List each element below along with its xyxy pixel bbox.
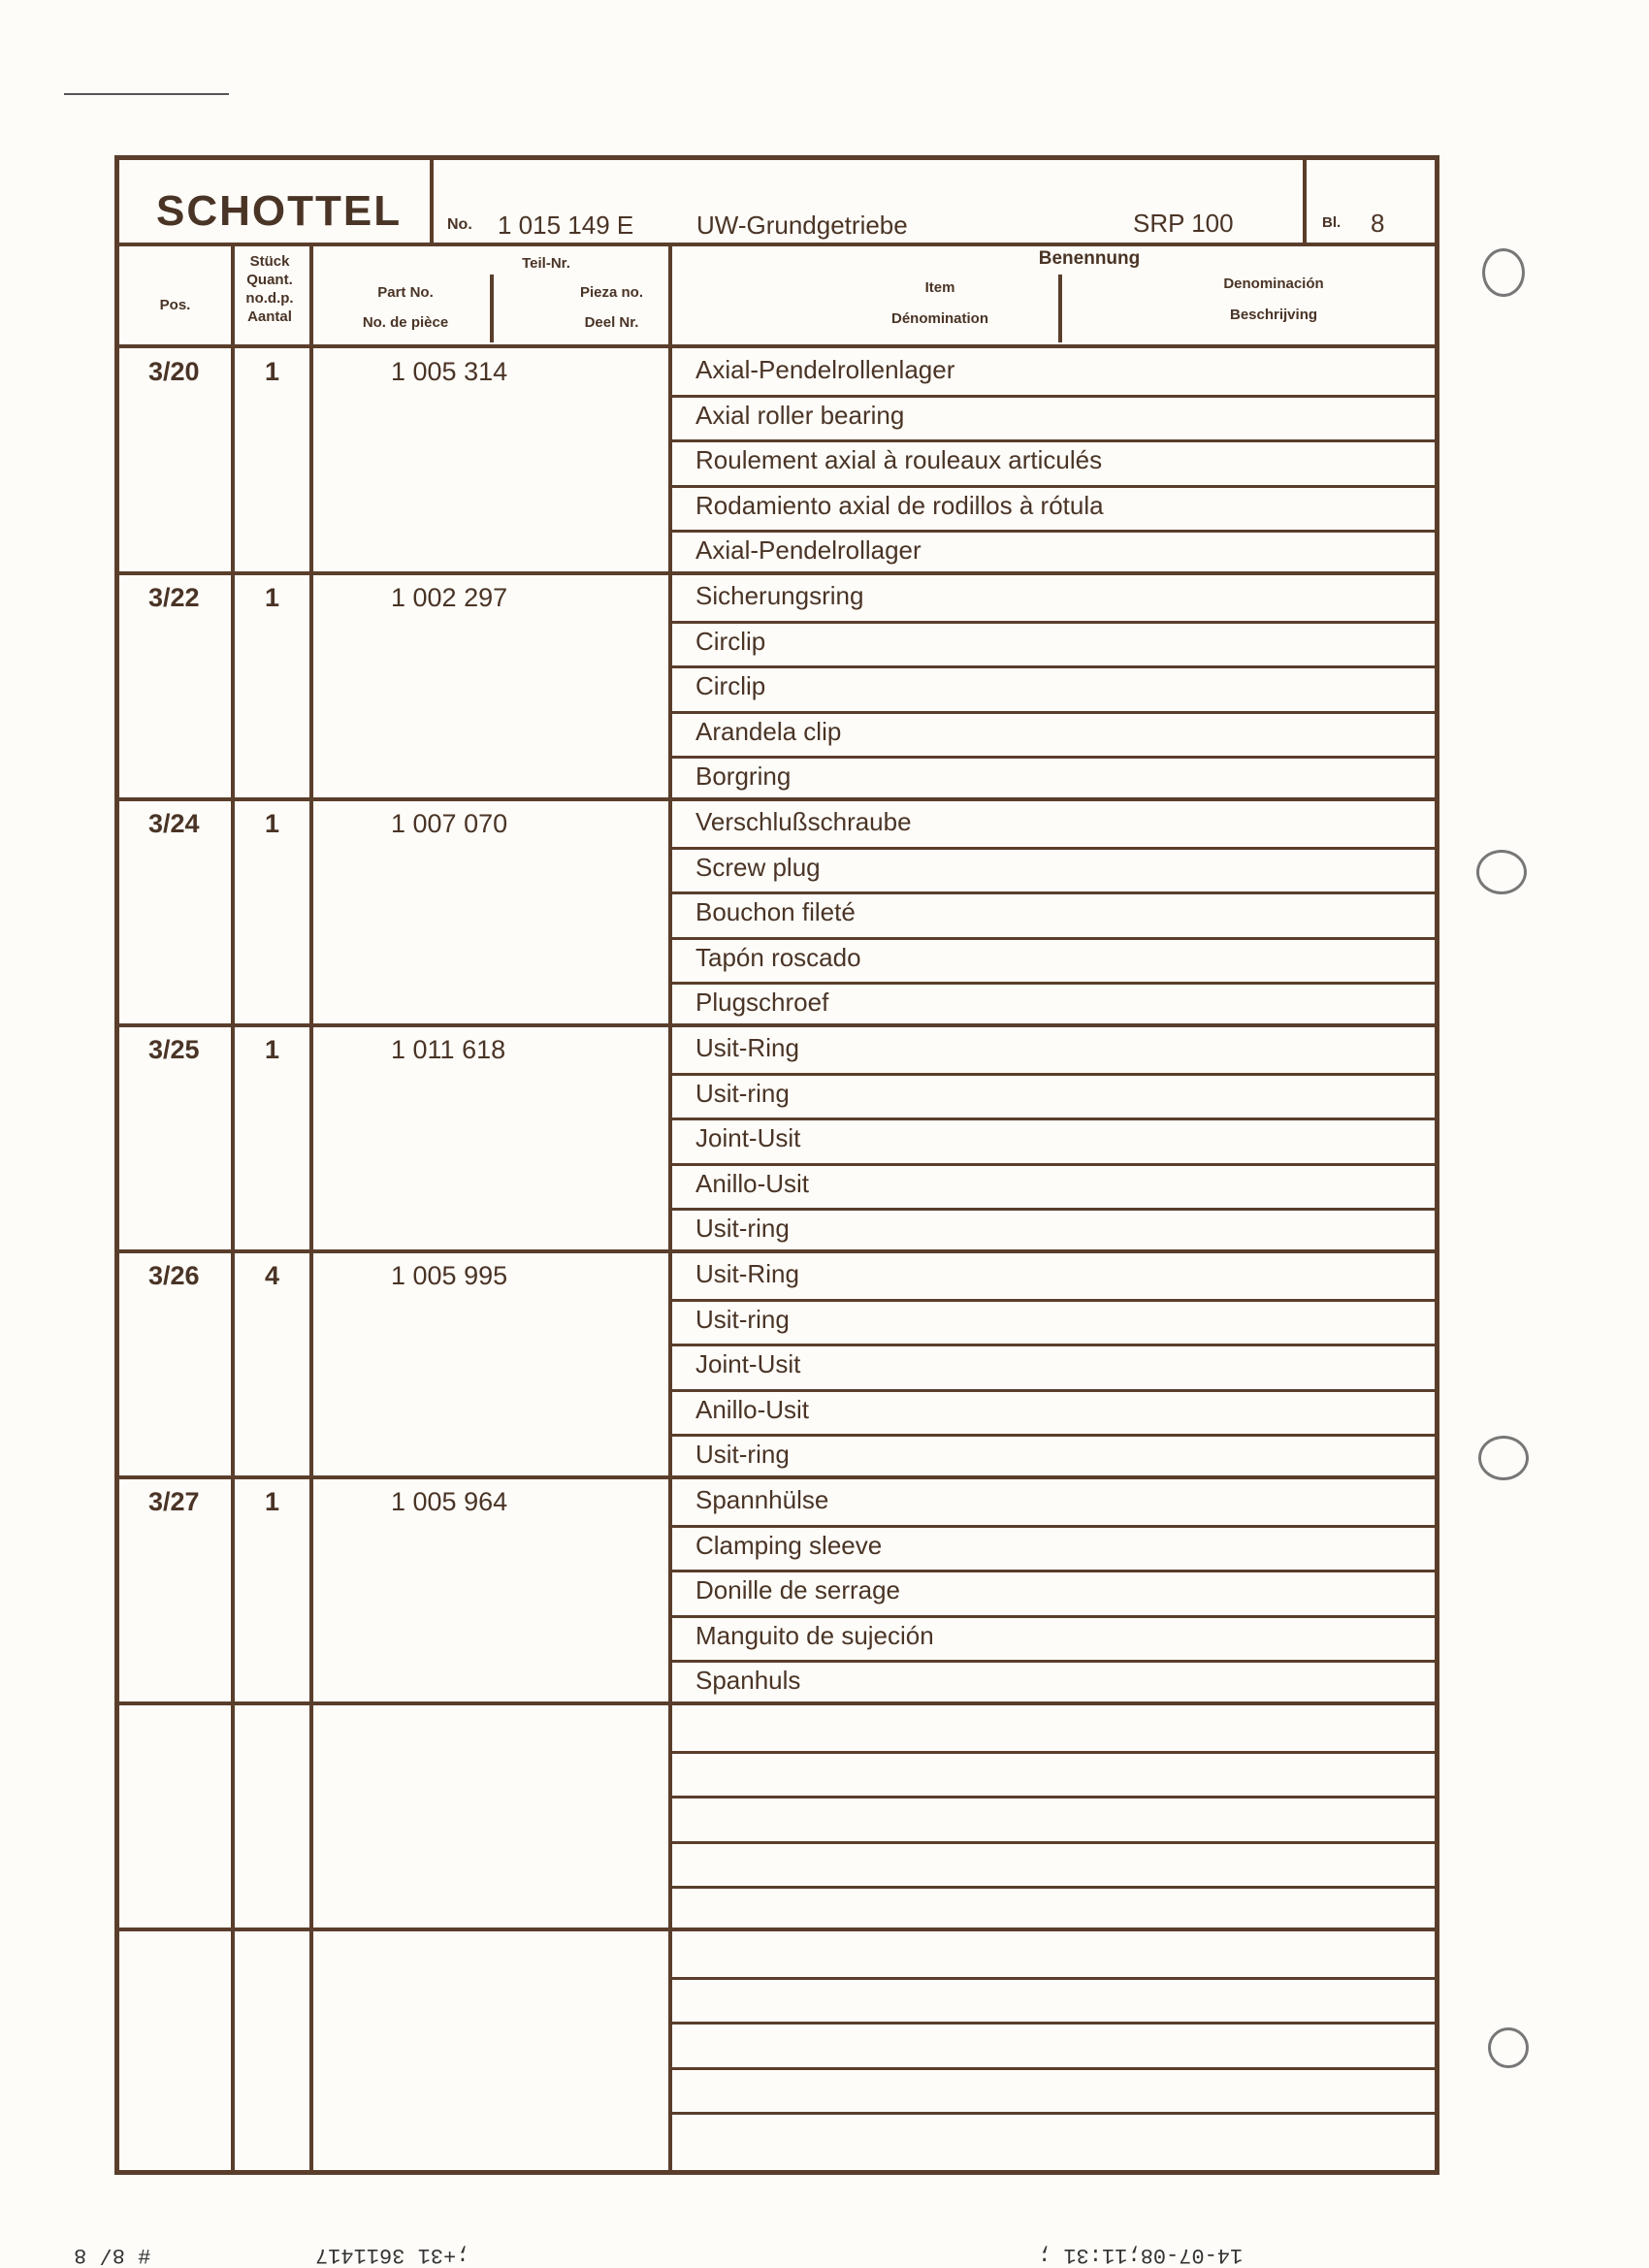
row-rule	[119, 1249, 1437, 1253]
row-description-line: Arandela clip	[695, 716, 842, 746]
fax-page: # 8/ 8	[74, 2243, 151, 2267]
desc-rule	[672, 937, 1437, 940]
row-description-line: Spanhuls	[695, 1666, 801, 1696]
desc-rule	[672, 1796, 1437, 1798]
desc-rule	[672, 1389, 1437, 1392]
punch-hole	[1478, 1436, 1529, 1480]
row-qty: 4	[265, 1261, 280, 1290]
row-pos: 3/25	[148, 1035, 200, 1064]
col-qty-nl: Aantal	[247, 308, 292, 325]
desc-rule	[672, 1977, 1437, 1980]
row-description-line: Verschlußschraube	[695, 807, 912, 836]
desc-rule	[672, 1163, 1437, 1166]
row-description-line: Bouchon fileté	[695, 897, 856, 927]
desc-rule	[672, 2022, 1437, 2025]
row-description-line: Anillo-Usit	[695, 1168, 810, 1198]
divider	[1303, 160, 1307, 243]
row-qty: 1	[265, 1487, 280, 1516]
row-part-number: 1 005 964	[391, 1487, 508, 1516]
col-no-piece: No. de pièce	[362, 314, 449, 331]
desc-rule	[672, 621, 1437, 624]
desc-rule	[672, 1841, 1437, 1844]
desc-rule	[672, 1570, 1437, 1572]
row-description-line: Manguito de sujeción	[695, 1620, 934, 1650]
col-denominacion: Denominación	[1223, 275, 1324, 292]
col-benennung: Benennung	[1038, 248, 1141, 269]
desc-rule	[672, 1344, 1437, 1346]
punch-hole	[1488, 2027, 1529, 2068]
header-rule	[119, 243, 1437, 246]
row-description-line: Anillo-Usit	[695, 1394, 810, 1424]
desc-rule	[672, 2067, 1437, 2070]
row-description-line: Joint-Usit	[695, 1349, 801, 1379]
row-pos: 3/24	[148, 809, 200, 838]
desc-rule	[672, 439, 1437, 442]
row-description-line: Usit-ring	[695, 1078, 790, 1108]
col-pieza: Pieza no.	[579, 284, 644, 301]
desc-rule	[672, 485, 1437, 488]
col-part-no: Part No.	[377, 284, 434, 301]
desc-rule	[672, 982, 1437, 985]
row-description-line: Usit-ring	[695, 1304, 790, 1334]
row-qty: 1	[265, 357, 280, 386]
scan-mark	[64, 93, 229, 95]
row-rule	[119, 1475, 1437, 1479]
row-description-line: Plugschroef	[695, 988, 829, 1018]
row-description-line: Circlip	[695, 626, 766, 656]
desc-rule	[672, 1615, 1437, 1618]
doc-number: 1 015 149 E	[498, 211, 634, 240]
desc-rule	[672, 1073, 1437, 1076]
row-description-line: Spannhülse	[695, 1485, 829, 1514]
divider	[1058, 275, 1062, 342]
row-part-number: 1 002 297	[391, 583, 508, 612]
row-description-line: Usit-ring	[695, 1214, 790, 1244]
row-description-line: Rodamiento axial de rodillos à rótula	[695, 490, 1104, 520]
col-beschrijving: Beschrijving	[1229, 307, 1318, 323]
header-bottom-rule	[119, 344, 1437, 348]
desc-rule	[672, 1660, 1437, 1663]
row-part-number: 1 011 618	[391, 1035, 506, 1064]
row-rule	[119, 1928, 1437, 1931]
row-description-line: Borgring	[695, 761, 792, 792]
sheet-label: Bl.	[1322, 214, 1342, 231]
desc-rule	[672, 847, 1437, 850]
row-description-line: Axial-Pendelrollager	[695, 535, 922, 566]
row-description-line: Circlip	[695, 671, 766, 701]
col-qty-en: Quant.	[246, 272, 293, 288]
desc-rule	[672, 1886, 1437, 1889]
divider	[490, 275, 494, 342]
fax-number: ;+31 3611417	[315, 2243, 469, 2267]
desc-rule	[672, 711, 1437, 714]
col-qty	[231, 252, 308, 326]
col-qty-de: Stück	[249, 253, 290, 270]
parts-list-form	[114, 155, 1439, 2175]
col-denomination: Dénomination	[891, 310, 988, 327]
row-description-line: Donille de serrage	[695, 1575, 901, 1605]
punch-hole	[1476, 850, 1527, 894]
row-qty: 1	[265, 1035, 280, 1064]
desc-rule	[672, 1299, 1437, 1302]
divider	[430, 160, 434, 243]
desc-rule	[672, 1434, 1437, 1437]
row-pos: 3/22	[148, 583, 200, 612]
desc-rule	[672, 1751, 1437, 1754]
col-teil: Teil-Nr.	[522, 255, 570, 272]
col-rule-pos	[231, 243, 235, 2175]
col-deel: Deel Nr.	[584, 314, 639, 331]
row-rule	[119, 1023, 1437, 1027]
row-qty: 1	[265, 809, 280, 838]
desc-rule	[672, 756, 1437, 759]
row-description-line: Joint-Usit	[695, 1123, 801, 1153]
row-description-line: Tapón roscado	[695, 942, 861, 972]
row-description-line: Roulement axial à rouleaux articulés	[695, 445, 1103, 475]
desc-rule	[672, 395, 1437, 398]
row-description-line: Axial-Pendelrollenlager	[695, 355, 955, 384]
desc-rule	[672, 665, 1437, 668]
desc-rule	[672, 530, 1437, 533]
col-qty-fr: no.d.p.	[245, 290, 294, 307]
row-part-number: 1 005 314	[391, 357, 508, 386]
row-pos: 3/27	[148, 1487, 200, 1516]
desc-rule	[672, 1208, 1437, 1211]
desc-rule	[672, 1118, 1437, 1120]
row-rule	[119, 797, 1437, 801]
fax-timestamp: 14-07-08;11:31 ;	[1038, 2243, 1244, 2267]
row-description-line: Usit-ring	[695, 1440, 790, 1470]
row-description-line: Axial roller bearing	[695, 400, 905, 430]
row-description-line: Clamping sleeve	[695, 1530, 883, 1560]
col-pos: Pos.	[159, 297, 191, 313]
row-part-number: 1 007 070	[391, 809, 508, 838]
row-qty: 1	[265, 583, 280, 612]
row-description-line: Screw plug	[695, 852, 821, 882]
row-description-line: Usit-Ring	[695, 1259, 799, 1288]
row-part-number: 1 005 995	[391, 1261, 508, 1290]
desc-rule	[672, 2112, 1437, 2115]
row-rule	[119, 1701, 1437, 1705]
sheet-number: 8	[1371, 209, 1385, 238]
row-pos: 3/26	[148, 1261, 200, 1290]
doc-title: UW-Grundgetriebe	[696, 211, 908, 240]
model-name: SRP 100	[1133, 209, 1234, 238]
desc-rule	[672, 891, 1437, 894]
punch-hole	[1482, 248, 1525, 297]
col-rule-qty	[309, 243, 313, 2175]
col-item: Item	[924, 279, 955, 296]
desc-rule	[672, 1525, 1437, 1528]
no-label: No.	[447, 216, 472, 233]
brand-logo: SCHOTTEL	[156, 187, 403, 235]
row-pos: 3/20	[148, 357, 200, 386]
row-rule	[119, 571, 1437, 575]
row-description-line: Usit-Ring	[695, 1033, 799, 1062]
row-description-line: Sicherungsring	[695, 581, 864, 610]
